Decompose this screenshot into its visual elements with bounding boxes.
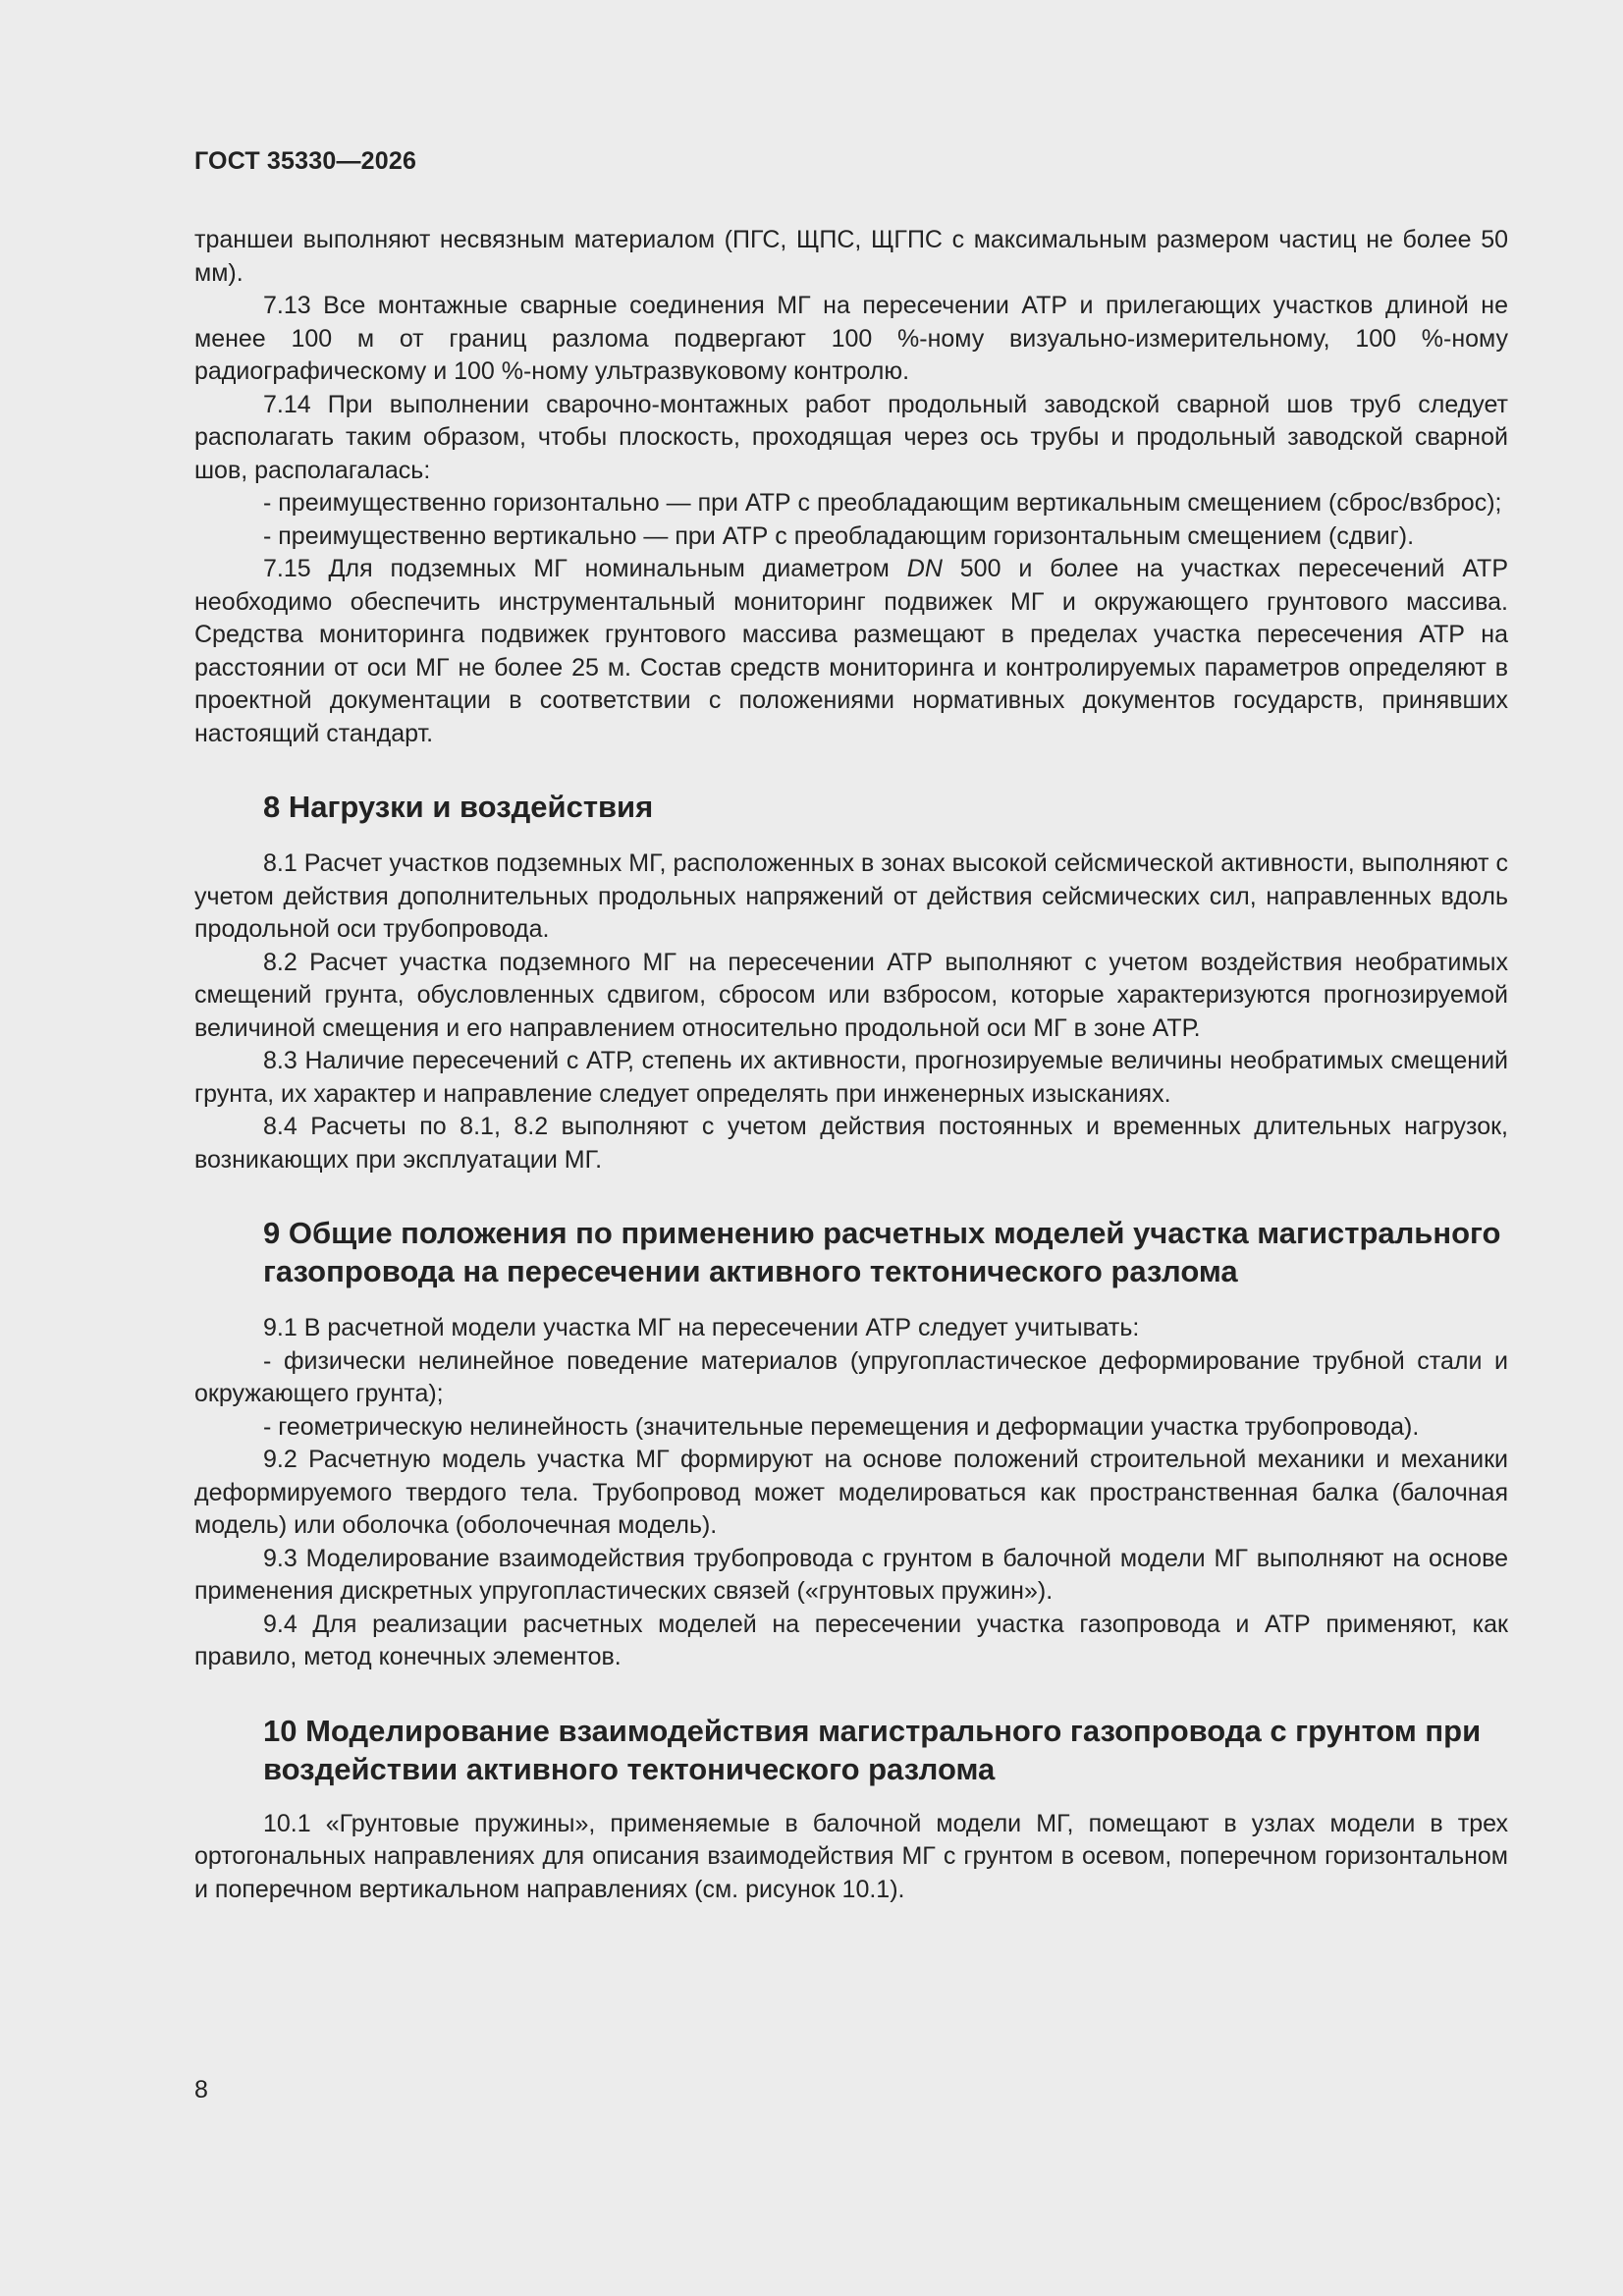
paragraph-10-1: 10.1 «Грунтовые пружины», применяемые в балочной модели МГ, помещают в узлах модели в трех ортогональных направлениях для описания взаимодействия МГ с грунтом в осевом, поперечном горизонтальном и поперечном вертикальном направлениях (см. рисунок 10.1). [194,1809,1508,1903]
document-body [194,224,1508,1906]
paragraph-7-15 [194,553,1508,750]
paragraph-9-1: 9.1 В расчетной модели участка МГ на пересечении АТР следует учитывать: [263,1314,1140,1341]
paragraph-7-14: 7.14 При выполнении сварочно-монтажных работ продольный заводской сварной шов труб следует располагать таким образом, чтобы плоскость, проходящая через ось трубы и продольный заводской сварной шов, располагалась: [194,390,1508,484]
paragraph-9-4: 9.4 Для реализации расчетных моделей на пересечении участка газопровода и АТР применяют, как правило, метод конечных элементов. [194,1610,1508,1670]
section-9-title: 9 Общие положения по применению расчетных моделей участка магистрального газопровода на пересечении активного тектонического разлома [263,1216,1501,1288]
paragraph-7-14-item-1: - преимущественно горизонтально — при АТР с преобладающим вертикальным смещением (сброс/взброс); [263,489,1502,517]
paragraph-7-15-start: 7.15 Для подземных МГ номинальным диаметром [263,555,907,582]
paragraph-9-3: 9.3 Моделирование взаимодействия трубопровода с грунтом в балочной модели МГ выполняют на основе применения дискретных упругопластических связей («грунтовых пружин»). [194,1544,1508,1605]
paragraph-7-15-end: 500 и более на участках пересечений АТР необходимо обеспечить инструментальный мониторинг подвижек МГ и окружающего грунтового массива. Средства мониторинга подвижек грунтового массива размещают в пределах участка пересечения АТР на расстоянии от оси МГ не более 25 м. Состав средств мониторинга и контролируемых параметров определяют в проектной документации в соответствии с положениями нормативных документов государств, принявших настоящий стандарт. [194,555,1508,747]
section7-continuation: траншеи выполняют несвязным материалом (ПГС, ЩПС, ЩГПС с максимальным размером частиц не более 50 мм). [194,226,1508,287]
paragraph-9-1-item-1: - физически нелинейное поведение материалов (упругопластическое деформирование трубной стали и окружающего грунта); [194,1346,1508,1407]
paragraph-9-2: 9.2 Расчетную модель участка МГ формируют на основе положений строительной механики и механики деформируемого твердого тела. Трубопровод может моделироваться как пространственная балка (балочная модель) или оболочка (оболочечная модель). [194,1446,1508,1539]
paragraph-8-1: 8.1 Расчет участков подземных МГ, расположенных в зонах высокой сейсмической активности, выполняют с учетом действия дополнительных продольных напряжений от действия сейсмических сил, направленных вдоль продольной оси трубопровода. [194,849,1508,943]
document-page [194,0,1508,2296]
paragraph-8-3: 8.3 Наличие пересечений с АТР, степень их активности, прогнозируемые величины необратимых смещений грунта, их характер и направление следует определять при инженерных изысканиях. [194,1047,1508,1108]
section-10-title: 10 Моделирование взаимодействия магистрального газопровода с грунтом при воздействии активного тектонического разлома [263,1713,1482,1786]
section-8-title: 8 Нагрузки и воздействия [263,790,654,824]
paragraph-7-14-item-2: - преимущественно вертикально — при АТР с преобладающим горизонтальным смещением (сдвиг). [263,521,1415,550]
paragraph-8-2: 8.2 Расчет участка подземного МГ на пересечении АТР выполняют с учетом воздействия необратимых смещений грунта, обусловленных сдвигом, сбросом или взбросом, которые характеризуются прогнозируемой величиной смещения и его направлением относительно продольной оси МГ в зоне АТР. [194,948,1508,1042]
paragraph-7-15-dn: DN [906,555,943,582]
document-id-header: ГОСТ 35330—2026 [194,147,417,175]
paragraph-8-4: 8.4 Расчеты по 8.1, 8.2 выполняют с учетом действия постоянных и временных длительных нагрузок, возникающих при эксплуатации МГ. [194,1113,1508,1174]
paragraph-7-13: 7.13 Все монтажные сварные соединения МГ на пересечении АТР и прилегающих участков длиной не менее 100 м от границ разлома подвергают 100 %-ному визуально-измерительному, 100 %-ному радиографическому и 100 %-ному ультразвуковому контролю. [194,292,1508,385]
page-number: 8 [194,2076,208,2104]
paragraph-9-1-item-2: - геометрическую нелинейность (значительные перемещения и деформации участка трубопровода). [263,1412,1420,1441]
